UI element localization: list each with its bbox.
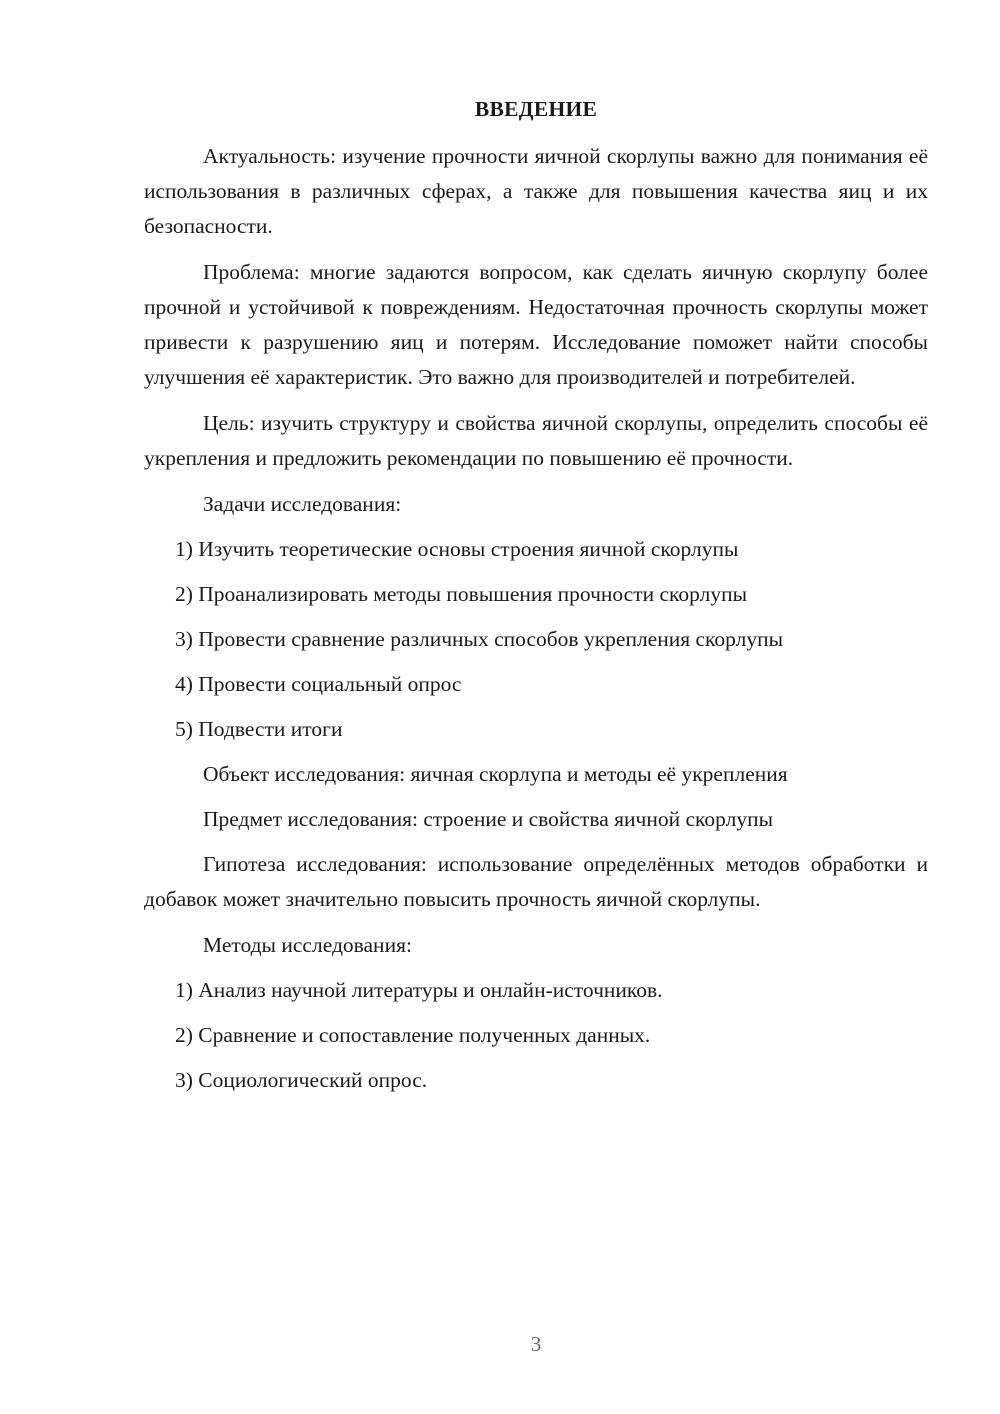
research-object: Объект исследования: яичная скорлупа и методы её укрепления	[203, 762, 788, 786]
task-item: 4) Провести социальный опрос	[175, 672, 462, 696]
method-item: 3) Социологический опрос.	[175, 1068, 428, 1092]
problem-paragraph: Проблема: многие задаются вопросом, как сделать яичную скорлупу более прочной и устойчивой к повреждениям. Недостаточная прочность скорлупы может привести к разрушению яиц и потерям. Исследование поможет найти способы улучшения её характеристик. Это важно для производителей и потребителей.	[144, 260, 928, 389]
hypothesis-paragraph: Гипотеза исследования: использование определённых методов обработки и добавок может значительно повысить прочность яичной скорлупы.	[144, 852, 928, 911]
methods-heading: Методы исследования:	[203, 933, 412, 957]
task-item: 1) Изучить теоретические основы строения яичной скорлупы	[175, 537, 739, 561]
page-number: 3	[530, 1332, 542, 1356]
task-item: 2) Проанализировать методы повышения прочности скорлупы	[175, 582, 748, 606]
method-item: 2) Сравнение и сопоставление полученных данных.	[175, 1023, 651, 1047]
document-page	[144, 92, 928, 1108]
task-item: 5) Подвести итоги	[175, 717, 343, 741]
method-item: 1) Анализ научной литературы и онлайн-источников.	[175, 978, 663, 1002]
relevance-paragraph: Актуальность: изучение прочности яичной скорлупы важно для понимания её использования в различных сферах, а также для повышения качества яиц и их безопасности.	[144, 144, 928, 238]
goal-paragraph: Цель: изучить структуру и свойства яичной скорлупы, определить способы её укрепления и предложить рекомендации по повышению её прочности.	[144, 411, 928, 470]
task-item: 3) Провести сравнение различных способов укрепления скорлупы	[175, 627, 784, 651]
section-title: ВВЕДЕНИЕ	[474, 97, 598, 121]
tasks-heading: Задачи исследования:	[203, 492, 402, 516]
research-subject: Предмет исследования: строение и свойства яичной скорлупы	[203, 807, 774, 831]
